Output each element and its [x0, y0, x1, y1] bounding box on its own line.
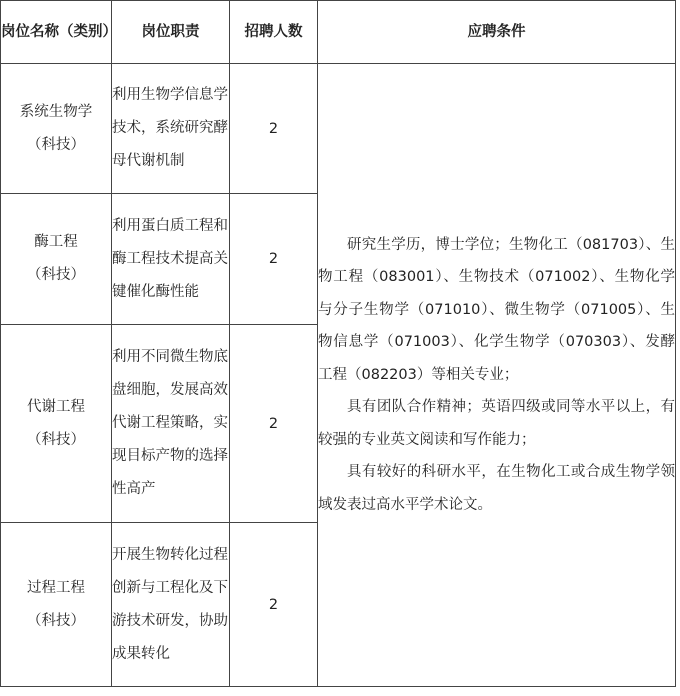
position-count: 2: [230, 194, 318, 325]
requirement-paragraph: 具有团队合作精神；英语四级或同等水平以上，有较强的专业英文阅读和写作能力；: [318, 399, 675, 448]
header-count: 招聘人数: [230, 1, 318, 64]
position-duty: 开展生物转化过程创新与工程化及下游技术研发，协助成果转化: [112, 523, 230, 687]
position-title: 过程工程: [27, 579, 85, 596]
position-category: （科技）: [27, 136, 85, 153]
position-name-cell: [1, 325, 112, 523]
requirement-paragraph: 研究生学历，博士学位；生物化工（081703）、生物工程（083001）、生物技术（071002）、生物化学与分子生物学（071010）、微生物学（071005）、生物信息学（071003）、化学生物学（070303）、发酵工程（082203）等相关专业；: [318, 236, 675, 383]
position-title: 酶工程: [34, 234, 78, 250]
header-duty: 岗位职责: [112, 1, 230, 64]
header-requirements: 应聘条件: [318, 1, 676, 64]
position-name-cell: [1, 523, 112, 687]
position-count: 2: [230, 325, 318, 523]
position-name-cell: [1, 194, 112, 325]
position-title: 系统生物学: [19, 103, 93, 120]
header-position-name: 岗位名称（类别）: [1, 1, 112, 64]
position-title: 代谢工程: [27, 398, 85, 415]
table-header-row: [1, 1, 676, 64]
position-duty: 利用生物学信息学技术，系统研究酵母代谢机制: [112, 64, 230, 194]
position-duty: 利用蛋白质工程和酶工程技术提高关键催化酶性能: [112, 194, 230, 325]
position-category: （科技）: [27, 267, 85, 283]
position-count: 2: [230, 64, 318, 194]
requirement-paragraph: 具有较好的科研水平，在生物化工或合成生物学领域发表过高水平学术论文。: [318, 464, 675, 513]
requirements-cell: [318, 64, 676, 687]
position-duty: 利用不同微生物底盘细胞，发展高效代谢工程策略，实现目标产物的选择性高产: [112, 325, 230, 523]
position-name-cell: [1, 64, 112, 194]
position-count: 2: [230, 523, 318, 687]
position-category: （科技）: [27, 431, 85, 448]
position-category: （科技）: [27, 612, 85, 629]
table-row: [1, 64, 676, 194]
